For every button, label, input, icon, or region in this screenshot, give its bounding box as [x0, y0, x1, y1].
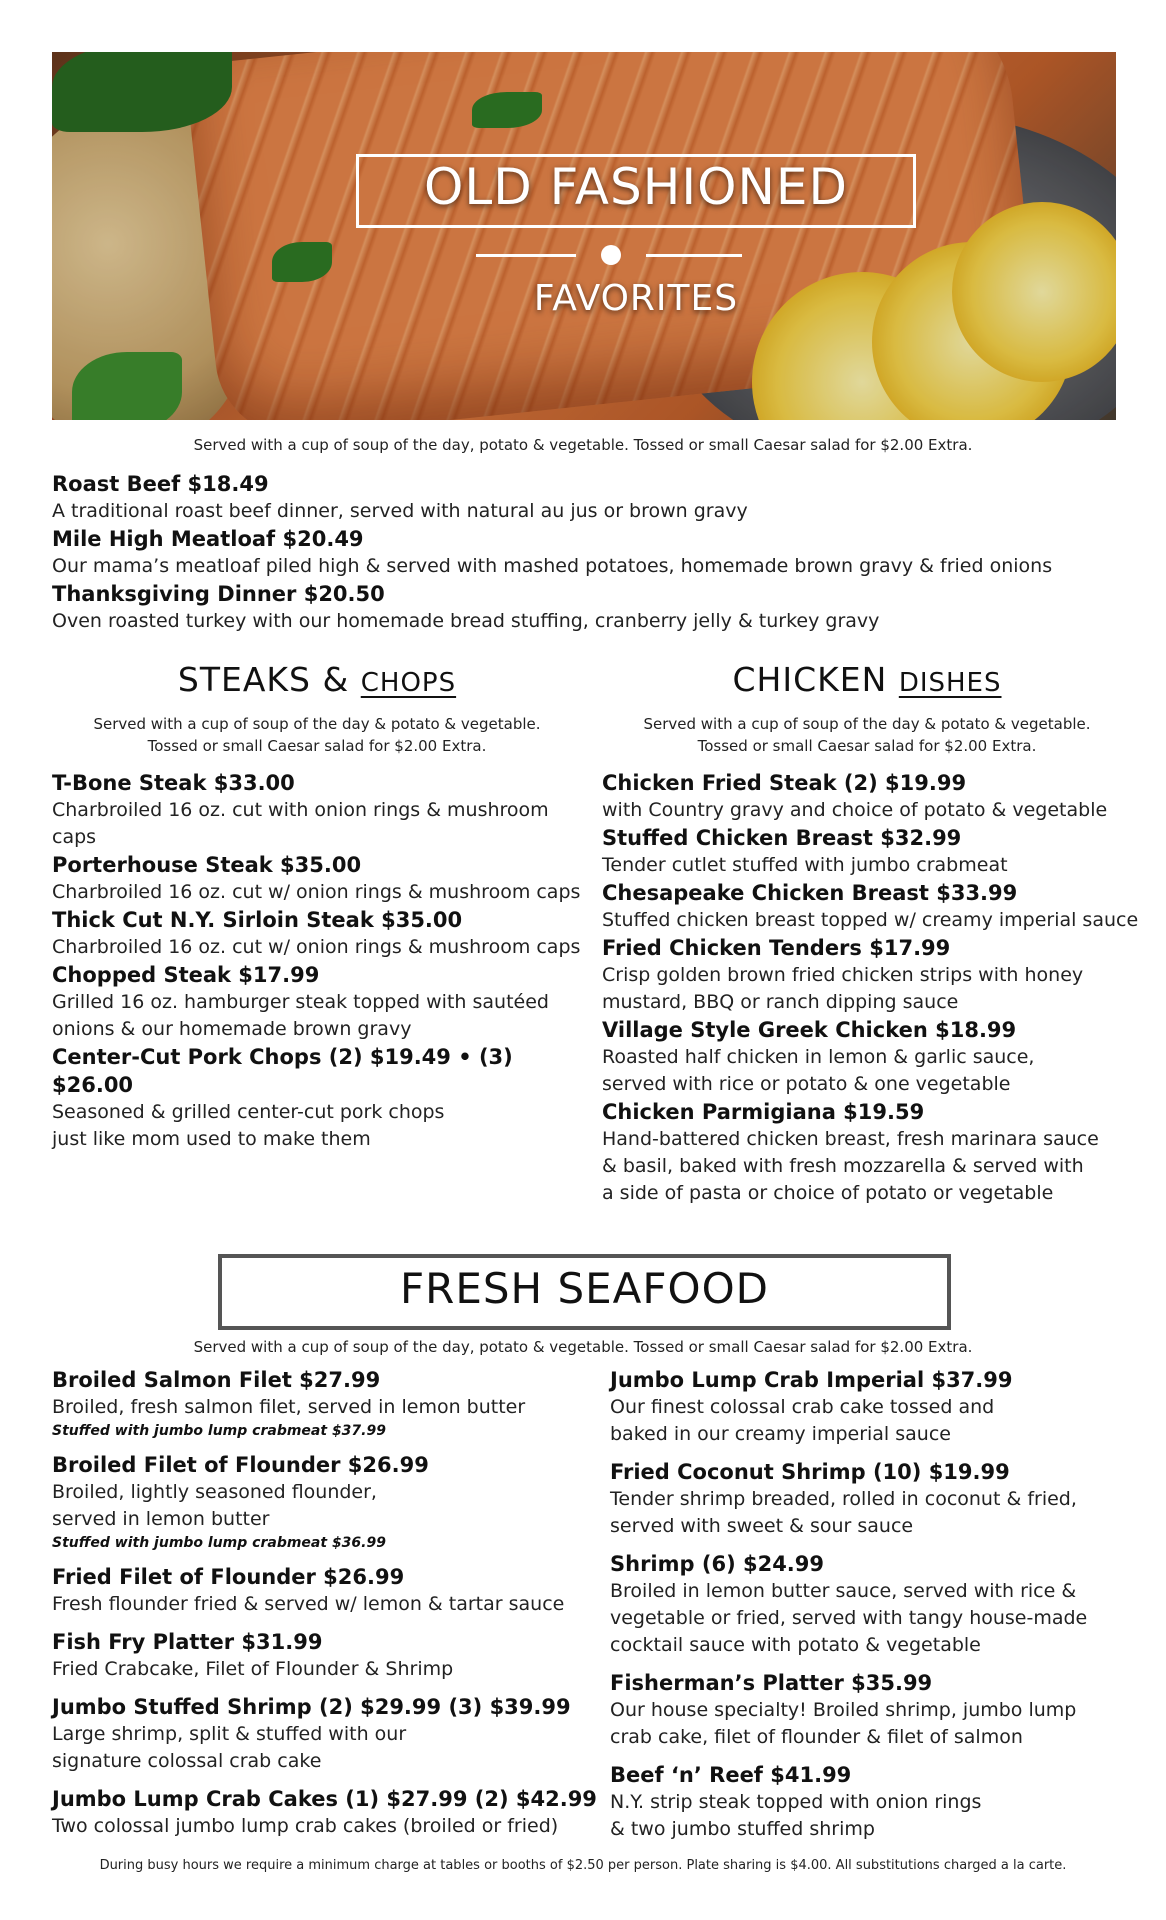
menu-item	[602, 1098, 1142, 1207]
item-description: signature colossal crab cake	[52, 1750, 322, 1772]
menu-item	[52, 580, 1132, 635]
item-description: Broiled in lemon butter sauce, served with rice &	[610, 1580, 1077, 1602]
favorites-list	[52, 470, 1132, 635]
item-name: Fried Coconut Shrimp (10) $19.99	[610, 1460, 1010, 1484]
item-description: Our finest colossal crab cake tossed and	[610, 1396, 995, 1418]
hero-subtitle: FAVORITES	[533, 278, 739, 319]
item-name: Broiled Salmon Filet $27.99	[52, 1368, 381, 1392]
item-description: just like mom used to make them	[52, 1128, 371, 1150]
menu-item	[52, 470, 1132, 525]
menu-item	[602, 769, 1142, 824]
item-name: Jumbo Lump Crab Cakes (1) $27.99 (2) $42.99	[52, 1787, 597, 1811]
menu-item	[52, 851, 592, 906]
seafood-heading: FRESH SEAFOOD	[399, 1264, 769, 1313]
item-description: Broiled, fresh salmon filet, served in lemon butter	[52, 1396, 526, 1418]
item-description: served with sweet & sour sauce	[610, 1515, 914, 1537]
hero-overlay	[52, 52, 1116, 420]
item-description: onions & our homemade brown gravy	[52, 1018, 412, 1040]
item-name: Jumbo Lump Crab Imperial $37.99	[610, 1368, 1013, 1392]
item-upgrade: Stuffed with jumbo lump crabmeat $36.99	[52, 1535, 386, 1551]
steaks-heading-sub: CHOPS	[360, 668, 457, 698]
item-name: Thanksgiving Dinner $20.50	[52, 582, 385, 606]
chicken-note	[602, 713, 1132, 757]
menu-item	[52, 1693, 612, 1775]
item-name: Fisherman’s Platter $35.99	[610, 1671, 933, 1695]
item-description: baked in our creamy imperial sauce	[610, 1423, 951, 1445]
item-name: Shrimp (6) $24.99	[610, 1552, 825, 1576]
item-name: Village Style Greek Chicken $18.99	[602, 1018, 1017, 1042]
item-description: Tender cutlet stuffed with jumbo crabmeat	[602, 854, 1008, 876]
item-name: Chicken Fried Steak (2) $19.99	[602, 771, 967, 795]
chicken-note-line: Tossed or small Caesar salad for $2.00 Extra.	[697, 737, 1037, 755]
item-name: Thick Cut N.Y. Sirloin Steak $35.00	[52, 908, 463, 932]
item-name: Fried Filet of Flounder $26.99	[52, 1565, 405, 1589]
menu-item	[602, 824, 1142, 879]
item-name: Mile High Meatloaf $20.49	[52, 527, 364, 551]
menu-item	[610, 1761, 1130, 1843]
hero-divider-right	[646, 254, 742, 257]
item-name: Center-Cut Pork Chops (2) $19.49 • (3) $26.00	[52, 1045, 513, 1097]
item-description: Tender shrimp breaded, rolled in coconut & fried,	[610, 1488, 1077, 1510]
item-description: Fresh flounder fried & served w/ lemon & tartar sauce	[52, 1593, 565, 1615]
favorites-note: Served with a cup of soup of the day, potato & vegetable. Tossed or small Caesar salad for $2.00 Extra.	[193, 436, 973, 454]
item-description: Charbroiled 16 oz. cut w/ onion rings & mushroom caps	[52, 881, 581, 903]
menu-item	[52, 1563, 612, 1618]
item-name: Chesapeake Chicken Breast $33.99	[602, 881, 1018, 905]
item-name: Fried Chicken Tenders $17.99	[602, 936, 951, 960]
seafood-list-left	[52, 1366, 612, 1850]
menu-item	[52, 1366, 612, 1441]
chicken-note-line: Served with a cup of soup of the day & potato & vegetable.	[643, 715, 1091, 733]
seafood-list-right	[610, 1366, 1130, 1853]
item-description: Grilled 16 oz. hamburger steak topped with sautéed	[52, 991, 549, 1013]
steaks-heading-main: STEAKS &	[177, 660, 350, 699]
item-name: Roast Beef $18.49	[52, 472, 269, 496]
menu-item	[602, 1016, 1142, 1098]
item-description: N.Y. strip steak topped with onion rings	[610, 1791, 982, 1813]
item-name: Chopped Steak $17.99	[52, 963, 320, 987]
item-description: Our house specialty! Broiled shrimp, jumbo lump	[610, 1699, 1077, 1721]
menu-item	[52, 1451, 612, 1553]
hero-divider-left	[476, 254, 576, 257]
item-description: Charbroiled 16 oz. cut w/ onion rings & mushroom caps	[52, 936, 581, 958]
menu-item	[52, 1785, 612, 1840]
menu-item	[52, 1628, 612, 1683]
item-description: & two jumbo stuffed shrimp	[610, 1818, 875, 1840]
menu-item	[610, 1366, 1130, 1448]
item-description: Seasoned & grilled center-cut pork chops	[52, 1101, 445, 1123]
chicken-list	[602, 769, 1142, 1207]
footer-note: During busy hours we require a minimum charge at tables or booths of $2.50 per person. Plate sharing is $4.00. All substitutions charged a la carte.	[99, 1858, 1067, 1873]
chicken-heading-main: CHICKEN	[732, 660, 888, 699]
item-description: crab cake, filet of flounder & filet of salmon	[610, 1726, 1023, 1748]
menu-item	[610, 1458, 1130, 1540]
item-description: vegetable or fried, served with tangy house-made	[610, 1607, 1088, 1629]
item-description: Fried Crabcake, Filet of Flounder & Shrimp	[52, 1658, 454, 1680]
menu-item	[52, 1043, 592, 1153]
menu-item	[602, 879, 1142, 934]
hero-divider-dot	[601, 245, 621, 265]
item-description: Large shrimp, split & stuffed with our	[52, 1723, 407, 1745]
hero-title: OLD FASHIONED	[424, 158, 848, 216]
item-name: Fish Fry Platter $31.99	[52, 1630, 323, 1654]
menu-item	[610, 1550, 1130, 1659]
item-name: Beef ‘n’ Reef $41.99	[610, 1763, 852, 1787]
item-description: served in lemon butter	[52, 1508, 270, 1530]
seafood-note: Served with a cup of soup of the day, potato & vegetable. Tossed or small Caesar salad for $2.00 Extra.	[193, 1338, 973, 1356]
item-name: T-Bone Steak $33.00	[52, 771, 295, 795]
steaks-list	[52, 769, 592, 1153]
item-name: Porterhouse Steak $35.00	[52, 853, 362, 877]
item-description: Roasted half chicken in lemon & garlic sauce,	[602, 1046, 1035, 1068]
item-name: Chicken Parmigiana $19.59	[602, 1100, 925, 1124]
steaks-note-line: Tossed or small Caesar salad for $2.00 Extra.	[147, 737, 487, 755]
menu-item	[52, 961, 592, 1043]
chicken-heading-sub: DISHES	[898, 668, 1002, 698]
chicken-heading	[602, 660, 1132, 699]
item-description: Oven roasted turkey with our homemade bread stuffing, cranberry jelly & turkey gravy	[52, 610, 880, 632]
item-description: Two colossal jumbo lump crab cakes (broiled or fried)	[52, 1815, 559, 1837]
menu-item	[52, 769, 592, 851]
item-description: Charbroiled 16 oz. cut with onion rings & mushroom caps	[52, 799, 549, 848]
item-name: Broiled Filet of Flounder $26.99	[52, 1453, 429, 1477]
hero-image	[52, 52, 1116, 420]
menu-item	[52, 525, 1132, 580]
item-description: with Country gravy and choice of potato & vegetable	[602, 799, 1108, 821]
item-upgrade: Stuffed with jumbo lump crabmeat $37.99	[52, 1423, 386, 1439]
item-name: Stuffed Chicken Breast $32.99	[602, 826, 962, 850]
item-description: served with rice or potato & one vegetable	[602, 1073, 1011, 1095]
item-name: Jumbo Stuffed Shrimp (2) $29.99 (3) $39.99	[52, 1695, 571, 1719]
item-description: A traditional roast beef dinner, served with natural au jus or brown gravy	[52, 500, 748, 522]
item-description: mustard, BBQ or ranch dipping sauce	[602, 991, 959, 1013]
menu-item	[610, 1669, 1130, 1751]
steaks-heading	[52, 660, 582, 699]
steaks-note	[52, 713, 582, 757]
item-description: Hand-battered chicken breast, fresh marinara sauce	[602, 1128, 1099, 1150]
steaks-note-line: Served with a cup of soup of the day & potato & vegetable.	[93, 715, 541, 733]
menu-item	[602, 934, 1142, 1016]
item-description: Our mama’s meatloaf piled high & served with mashed potatoes, homemade brown gravy & fried onions	[52, 555, 1053, 577]
item-description: cocktail sauce with potato & vegetable	[610, 1634, 981, 1656]
menu-item	[52, 906, 592, 961]
item-description: a side of pasta or choice of potato or vegetable	[602, 1182, 1054, 1204]
item-description: Crisp golden brown fried chicken strips with honey	[602, 964, 1084, 986]
item-description: Broiled, lightly seasoned flounder,	[52, 1481, 377, 1503]
item-description: & basil, baked with fresh mozzarella & served with	[602, 1155, 1084, 1177]
item-description: Stuffed chicken breast topped w/ creamy imperial sauce	[602, 909, 1139, 931]
